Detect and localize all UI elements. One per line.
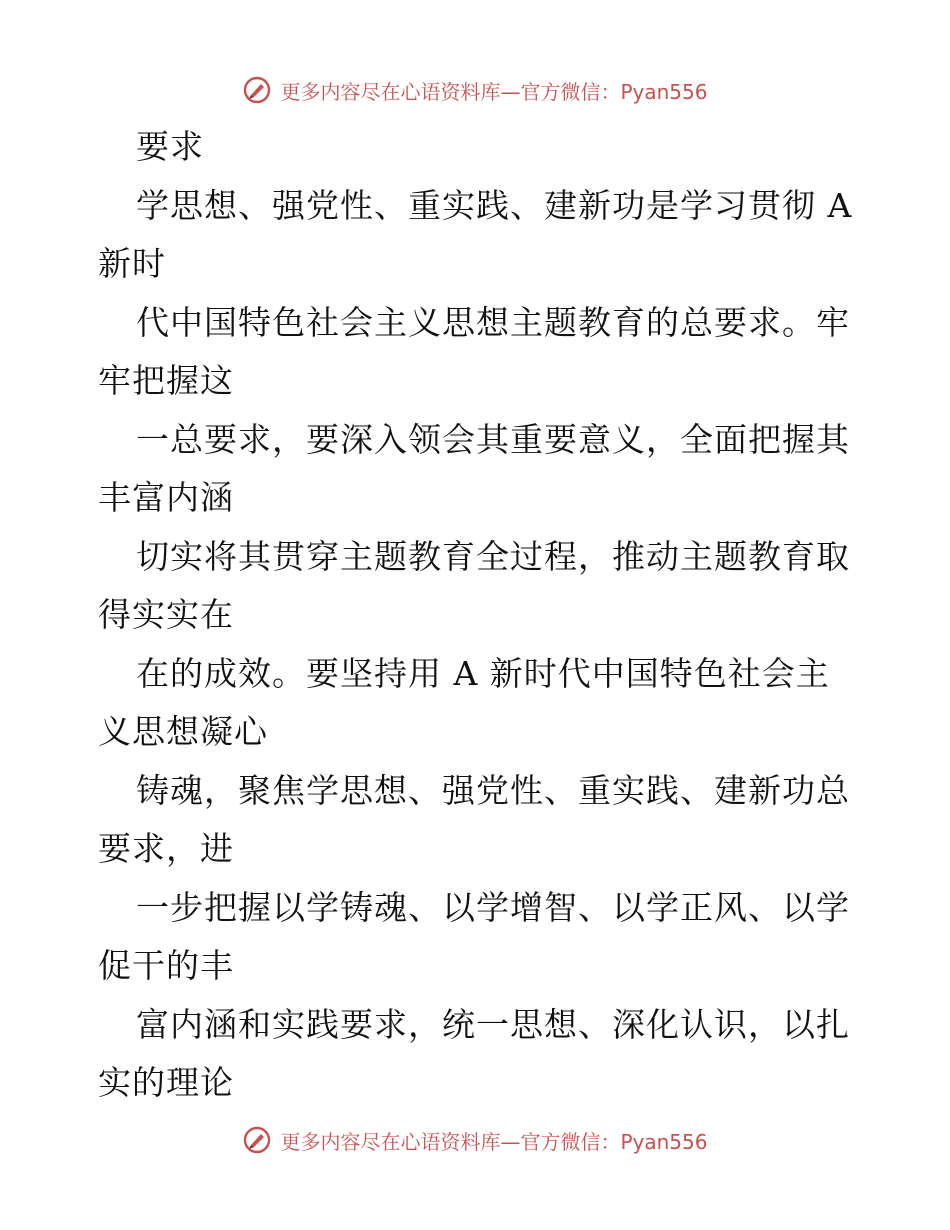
footer-banner bbox=[0, 1120, 950, 1160]
banner-text: 更多内容尽在心语资料库—官方微信：Pyan556 bbox=[280, 79, 708, 104]
pen-logo-icon bbox=[242, 75, 272, 105]
body-line: 实的理论 bbox=[98, 1063, 234, 1102]
document-body bbox=[98, 118, 878, 1113]
body-line: 促干的丰 bbox=[98, 946, 234, 985]
body-line: 义思想凝心 bbox=[98, 712, 268, 751]
body-line: 切实将其贯穿主题教育全过程，推动主题教育取 bbox=[136, 536, 850, 576]
body-line: 铸魂，聚焦学思想、强党性、重实践、建新功总 bbox=[136, 770, 850, 810]
body-line: 代中国特色社会主义思想主题教育的总要求。牢 bbox=[136, 302, 850, 342]
body-line: 要求 bbox=[136, 127, 204, 166]
body-line: 新时 bbox=[98, 244, 166, 283]
banner-text: 更多内容尽在心语资料库—官方微信：Pyan556 bbox=[280, 1129, 708, 1154]
body-line: 要求，进 bbox=[98, 829, 234, 868]
body-line: 得实实在 bbox=[98, 595, 234, 634]
header-banner bbox=[0, 70, 950, 110]
body-line: 牢把握这 bbox=[98, 361, 234, 400]
body-line: 一步把握以学铸魂、以学增智、以学正风、以学 bbox=[136, 887, 850, 927]
body-line: 在的成效。要坚持用 A 新时代中国特色社会主 bbox=[136, 653, 830, 693]
pen-logo-icon bbox=[242, 1125, 272, 1155]
body-line: 学思想、强党性、重实践、建新功是学习贯彻 A bbox=[136, 185, 853, 225]
body-line: 富内涵和实践要求，统一思想、深化认识，以扎 bbox=[136, 1004, 850, 1044]
body-line: 一总要求，要深入领会其重要意义，全面把握其 bbox=[136, 419, 850, 459]
body-line: 丰富内涵 bbox=[98, 478, 234, 517]
